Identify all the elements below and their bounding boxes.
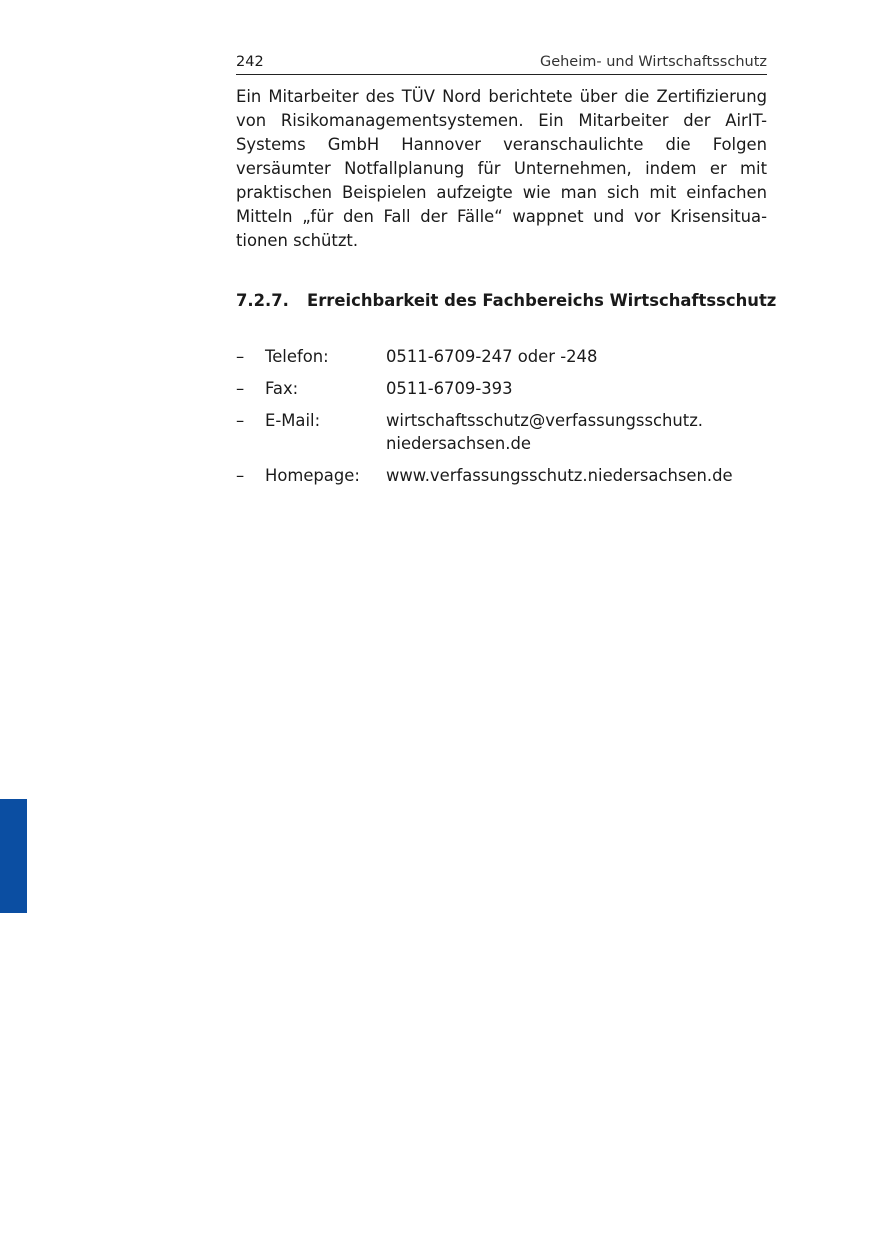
- contact-label-fax: Fax:: [265, 379, 299, 398]
- contact-item-homepage: [236, 464, 776, 487]
- contact-item-telefon: [236, 345, 776, 368]
- contact-item-email: [236, 409, 776, 455]
- body-paragraph: Ein Mitarbeiter des TÜV Nord berichtete über die Zertifizierung von Risikomanagementsystemen. Ein Mitarbeiter der AirIT-Systems GmbH Hannover veranschaulichte die Folgen versäumter Notfallplanung für Unternehmen, indem er mit praktischen Beispielen aufzeigte wie man sich mit einfachen Mitteln „für den Fall der Fälle“ wappnet und vor Krisensituationen schützt.: [236, 87, 767, 250]
- contact-label-homepage: Homepage:: [265, 466, 360, 485]
- section-number: 7.2.7.: [236, 291, 289, 310]
- contact-label-telefon: Telefon:: [265, 347, 329, 366]
- running-title: Geheim- und Wirtschaftsschutz: [539, 54, 767, 70]
- contact-list: [236, 345, 776, 496]
- page-number: 242: [236, 54, 264, 70]
- contact-item-fax: [236, 377, 776, 400]
- list-dash: –: [236, 466, 245, 485]
- list-dash: –: [236, 379, 245, 398]
- page-header: [236, 52, 767, 75]
- contact-value-telefon: 0511-6709-247 oder -248: [386, 347, 598, 366]
- list-dash: –: [236, 347, 245, 366]
- contact-value-fax: 0511-6709-393: [386, 379, 513, 398]
- chapter-side-tab: [0, 799, 27, 913]
- contact-value-email: wirtschaftsschutz@verfassungsschutz.​niedersachsen.de: [386, 411, 704, 453]
- contact-label-email: E-Mail:: [265, 411, 321, 430]
- section-title: Erreichbarkeit des Fachbereichs Wirtschaftsschutz: [307, 291, 777, 310]
- section-heading: [236, 289, 776, 313]
- contact-value-homepage: www.verfassungsschutz.niedersachsen.de: [386, 466, 733, 485]
- list-dash: –: [236, 411, 245, 430]
